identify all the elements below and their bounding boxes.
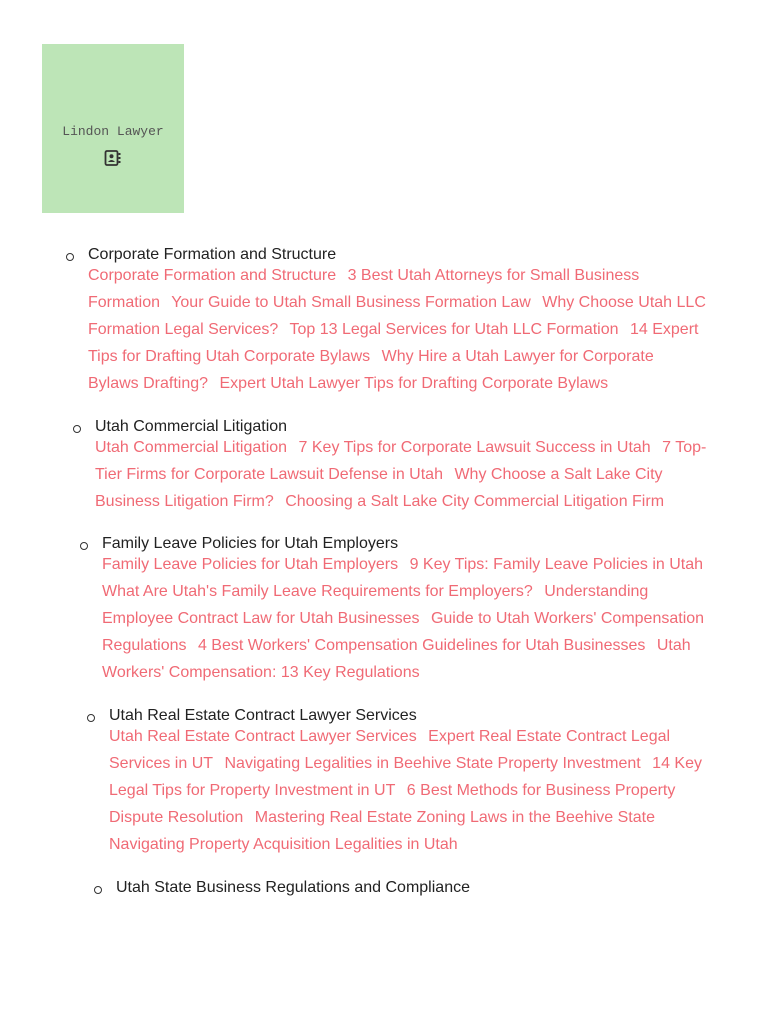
list-bullet-icon bbox=[94, 886, 102, 894]
category-links bbox=[102, 551, 722, 686]
article-link[interactable]: 7 Top-Tier Firms for Corporate Lawsuit Defense in Utah bbox=[95, 439, 707, 483]
list-bullet-icon bbox=[80, 542, 88, 550]
article-link[interactable]: Utah Commercial Litigation bbox=[95, 439, 288, 456]
article-link[interactable]: Why Choose a Salt Lake City Business Litigation Firm? bbox=[95, 466, 663, 510]
article-link[interactable]: Family Leave Policies for Utah Employers bbox=[102, 556, 399, 573]
article-link[interactable]: Utah Real Estate Contract Lawyer Services bbox=[109, 728, 417, 745]
site-logo[interactable] bbox=[42, 44, 184, 213]
article-link[interactable]: 7 Key Tips for Corporate Lawsuit Success in Utah bbox=[298, 439, 651, 456]
article-link[interactable]: Corporate Formation and Structure bbox=[88, 267, 337, 284]
article-link[interactable]: Why Choose Utah LLC Formation Legal Services? bbox=[88, 294, 706, 338]
article-link[interactable]: Choosing a Salt Lake City Commercial Litigation Firm bbox=[285, 493, 665, 510]
list-bullet-icon bbox=[87, 714, 95, 722]
article-link[interactable]: What Are Utah's Family Leave Requirements for Employers? bbox=[102, 583, 533, 600]
article-link[interactable]: Navigating Legalities in Beehive State Property Investment bbox=[224, 755, 641, 772]
logo-title: Lindon Lawyer bbox=[62, 124, 164, 139]
category-links bbox=[88, 262, 708, 397]
article-link[interactable]: 14 Key Legal Tips for Property Investment in UT bbox=[109, 755, 702, 799]
category-links bbox=[109, 723, 729, 858]
category-heading: Corporate Formation and Structure bbox=[88, 246, 337, 263]
contact-book-icon bbox=[104, 150, 122, 166]
category-heading: Utah Real Estate Contract Lawyer Services bbox=[109, 707, 417, 724]
article-link[interactable]: 6 Best Methods for Business Property Dispute Resolution bbox=[109, 782, 676, 826]
article-link[interactable]: Your Guide to Utah Small Business Formation Law bbox=[171, 294, 531, 311]
article-link[interactable]: 9 Key Tips: Family Leave Policies in Utah bbox=[409, 556, 704, 573]
list-bullet-icon bbox=[73, 425, 81, 433]
article-link[interactable]: Expert Utah Lawyer Tips for Drafting Corporate Bylaws bbox=[219, 375, 609, 392]
category-heading: Utah State Business Regulations and Compliance bbox=[116, 879, 470, 896]
article-link[interactable]: 3 Best Utah Attorneys for Small Business Formation bbox=[88, 267, 640, 311]
category-heading: Utah Commercial Litigation bbox=[95, 418, 288, 435]
article-link[interactable]: Mastering Real Estate Zoning Laws in the Beehive State bbox=[254, 809, 655, 826]
article-link[interactable]: 14 Expert Tips for Drafting Utah Corporate Bylaws bbox=[88, 321, 699, 365]
article-link[interactable]: Expert Real Estate Contract Legal Services in UT bbox=[109, 728, 671, 772]
article-link[interactable]: Guide to Utah Workers' Compensation Regulations bbox=[102, 610, 705, 654]
article-link[interactable]: Utah Workers' Compensation: 13 Key Regulations bbox=[102, 637, 691, 681]
category-links bbox=[95, 434, 715, 515]
category-heading: Family Leave Policies for Utah Employers bbox=[102, 535, 399, 552]
article-link[interactable]: 4 Best Workers' Compensation Guidelines for Utah Businesses bbox=[197, 637, 646, 654]
article-link[interactable]: Navigating Property Acquisition Legalities in Utah bbox=[109, 836, 458, 853]
article-link[interactable]: Why Hire a Utah Lawyer for Corporate Bylaws Drafting? bbox=[88, 348, 654, 392]
list-bullet-icon bbox=[66, 253, 74, 261]
article-link[interactable]: Understanding Employee Contract Law for Utah Businesses bbox=[102, 583, 649, 627]
article-link[interactable]: Top 13 Legal Services for Utah LLC Formation bbox=[289, 321, 619, 338]
